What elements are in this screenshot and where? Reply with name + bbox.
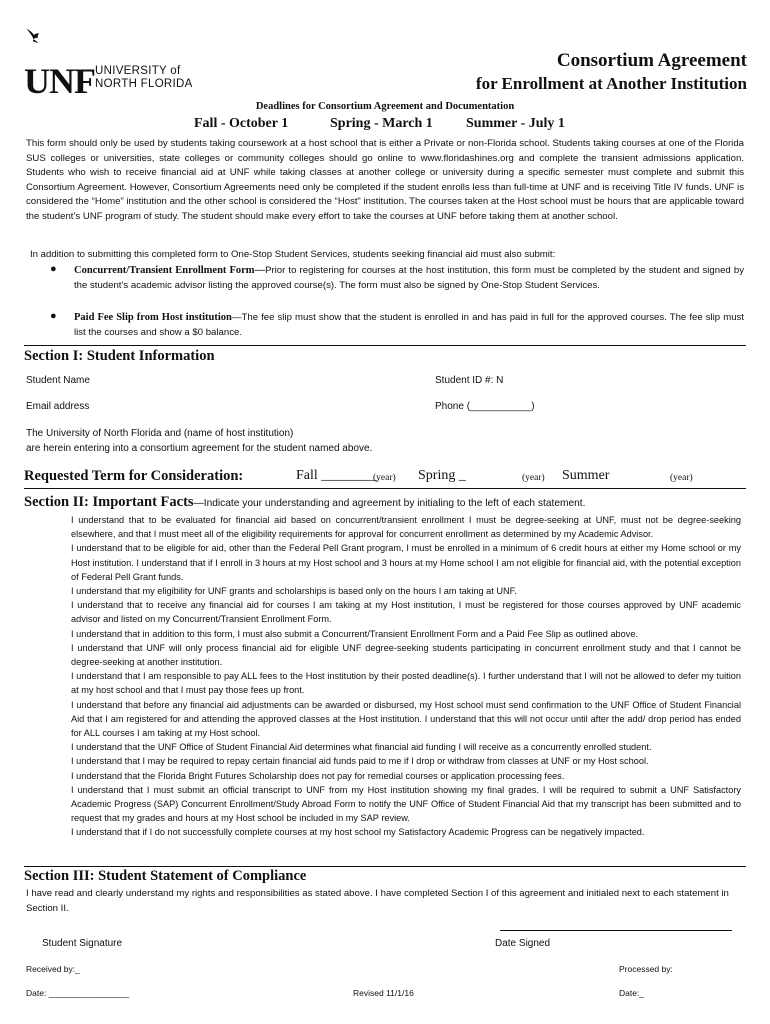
phone-label: Phone (___________) [435, 401, 535, 412]
compliance-statement: I have read and clearly understand my rights and responsibilities as stated above. I have completed Section I of this agreement and initialed next to each statement in Section II. [26, 888, 729, 914]
agreement-line: are herein entering into a consortium agreement for the student named above. [26, 443, 373, 454]
bullet-icon: ● [50, 310, 57, 322]
student-signature-label: Student Signature [42, 938, 123, 949]
bullet-fee-slip: Paid Fee Slip from Host institution—The fee slip must show that the student is enrolled in and has paid in full for the approved courses. The fee slip must list the courses and show a $0 balance. [74, 312, 744, 338]
fact-statement: I understand that if I do not successfully complete courses at my host school my Satisfactory Academic Progress can be negatively impacted. [71, 827, 645, 838]
fact-statement: I understand that before any financial aid adjustments can be awarded or disbursed, my Host school must send confirmation to the UNF Office of Student Financial Aid that I am registered for and attending the approved classes at the Host institution. I understand that this will not occur until after the add/ drop period has ended for ALL courses I am taking at my Host school. [71, 699, 741, 739]
date-signed-label: Date Signed [495, 938, 551, 949]
term-fall: Fall ________ [296, 468, 378, 483]
processed-by-label: Processed by: [619, 964, 673, 974]
fact-statement: I understand that UNF will only process financial aid for eligible UNF degree-seeking students participating in concurrent enrollment study and that I cannot be degree-seeking at another institution. [71, 642, 741, 668]
section2-header [24, 493, 585, 511]
section-divider [24, 488, 746, 489]
term-fall-year: (year) [373, 473, 396, 483]
bullet-icon: ● [50, 263, 57, 275]
date-left-label: Date: _________________ [26, 988, 130, 998]
term-summer-year: (year) [670, 473, 693, 483]
date-signed-line [500, 930, 732, 931]
section-divider [24, 866, 746, 867]
facts-list [71, 513, 741, 840]
section-divider [24, 345, 746, 346]
revision-date: Revised 11/1/16 [353, 988, 414, 998]
term-spring: Spring _ [418, 468, 466, 483]
section2-heading: Section II: Important Facts [24, 494, 194, 510]
section2-instruction: —Indicate your understanding and agreement by initialing to the left of each statement. [193, 498, 586, 509]
fact-statement: I understand that the UNF Office of Student Financial Aid determines what financial aid funding I will receive as a concurrently enrolled student. [71, 742, 652, 753]
deadline-fall: Fall - October 1 [194, 116, 289, 131]
bullet-enrollment-form: Concurrent/Transient Enrollment Form—Prior to registering for courses at the host institution, this form must be completed by the student and signed by the student’s academic advisor listing the approved course(s). The form must also be signed by One-Stop Student Services. [74, 265, 744, 291]
fact-statement: I understand that I may be required to repay certain financial aid funds paid to me if I drop or withdraw from classes at UNF or my Host school. [71, 756, 649, 767]
intro-paragraph: This form should only be used by students taking coursework at a host school that is either a Private or non-Florida school. Students taking courses at one of the Florida SUS colleges or universities, state colleges or community colleges should go online to www.floridashines.org and complete the transient admissions application. Students who wish to receive financial aid at UNF while taking classes at another college or university during a specific semester must complete and submit this Consortium Agreement. However, Consortium Agreements need only be completed if the student enrolls less than full-time at UNF and is receiving Title IV funds. UNF is considered the “Home” institution and the other school is considered the “Host” institution. The courses taken at the Host school must be hours that are applicable toward the student’s UNF program of study. The student should make every effort to take the courses at UNF before taking them at another school. [26, 138, 744, 222]
page-title: Consortium Agreement [556, 50, 747, 71]
email-label: Email address [26, 401, 90, 412]
fact-statement: I understand that my eligibility for UNF grants and scholarships is based only on the hours I am taking at UNF. [71, 586, 517, 597]
deadlines-heading: Deadlines for Consortium Agreement and Documentation [255, 101, 515, 112]
fact-statement: I understand that to be evaluated for financial aid based on concurrent/transient enrollment I must be degree-seeking at UNF, must not be degree-seeking elsewhere, and that I must meet all of the eligibility requirements for approval for concurrent enrollment as determined by my Academic Advisor. [71, 515, 741, 540]
term-summer: Summer [562, 468, 610, 483]
deadline-summer: Summer - July 1 [466, 116, 565, 131]
osprey-logo [24, 18, 84, 62]
section1-heading: Section I: Student Information [24, 348, 215, 364]
student-id-label: Student ID #: N [435, 375, 504, 386]
fact-statement: I understand that in addition to this form, I must also submit a Concurrent/Transient Enrollment Form and a Paid Fee Slip as outlined above. [71, 628, 639, 639]
student-name-label: Student Name [26, 375, 90, 386]
logo-university-name: UNIVERSITY of NORTH FLORIDA [95, 65, 193, 90]
host-institution-line: The University of North Florida and (name of host institution) [26, 428, 294, 439]
unf-logotype: UNF [24, 61, 95, 101]
page-subtitle: for Enrollment at Another Institution [475, 74, 747, 93]
date-right-label: Date:_ [619, 988, 645, 998]
fact-statement: I understand that to be eligible for aid, other than the Federal Pell Grant program, I must be enrolled in a minimum of 6 credit hours at either my Home school or my Host institution. I understand that if I enroll in 3 hours at my Host school and 3 hours at my Home school I am not eligible for financial aid, with the potential exception of Federal Pell Grant funds. [71, 543, 741, 582]
fact-statement: I understand that I must submit an official transcript to UNF from my Host institution showing my final grades. I will be required to submit a UNF Satisfactory Academic Progress (SAP) Concurrent Enrollment/Study Abroad Form to notify the UNF Office of Student Financial Aid that my transcript has been submitted and to request that my grades and hours at my Host school be included in my SAP review. [71, 784, 741, 824]
fact-statement: I understand that I am responsible to pay ALL fees to the Host institution by their posted deadline(s). I further understand that I will not be allowed to defer my tuition at my host school and that I must pay those fees up front. [71, 671, 741, 696]
section3-heading: Section III: Student Statement of Compliance [24, 868, 307, 884]
requested-term-heading: Requested Term for Consideration: [24, 468, 244, 484]
intro-requirements: In addition to submitting this completed form to One-Stop Student Services, students seeking financial aid must also submit: [30, 249, 556, 260]
term-spring-year: (year) [522, 473, 545, 483]
deadline-spring: Spring - March 1 [330, 116, 433, 131]
fact-statement: I understand that to receive any financial aid for courses I am taking at my Host institution, I must be registered for those courses approved by UNF academic advisor and listed on my Concurrent/Transient Enrollment Form. [71, 600, 741, 625]
received-by-label: Received by:_ [26, 964, 80, 974]
fact-statement: I understand that the Florida Bright Futures Scholarship does not pay for remedial courses or application processing fees. [71, 770, 565, 781]
